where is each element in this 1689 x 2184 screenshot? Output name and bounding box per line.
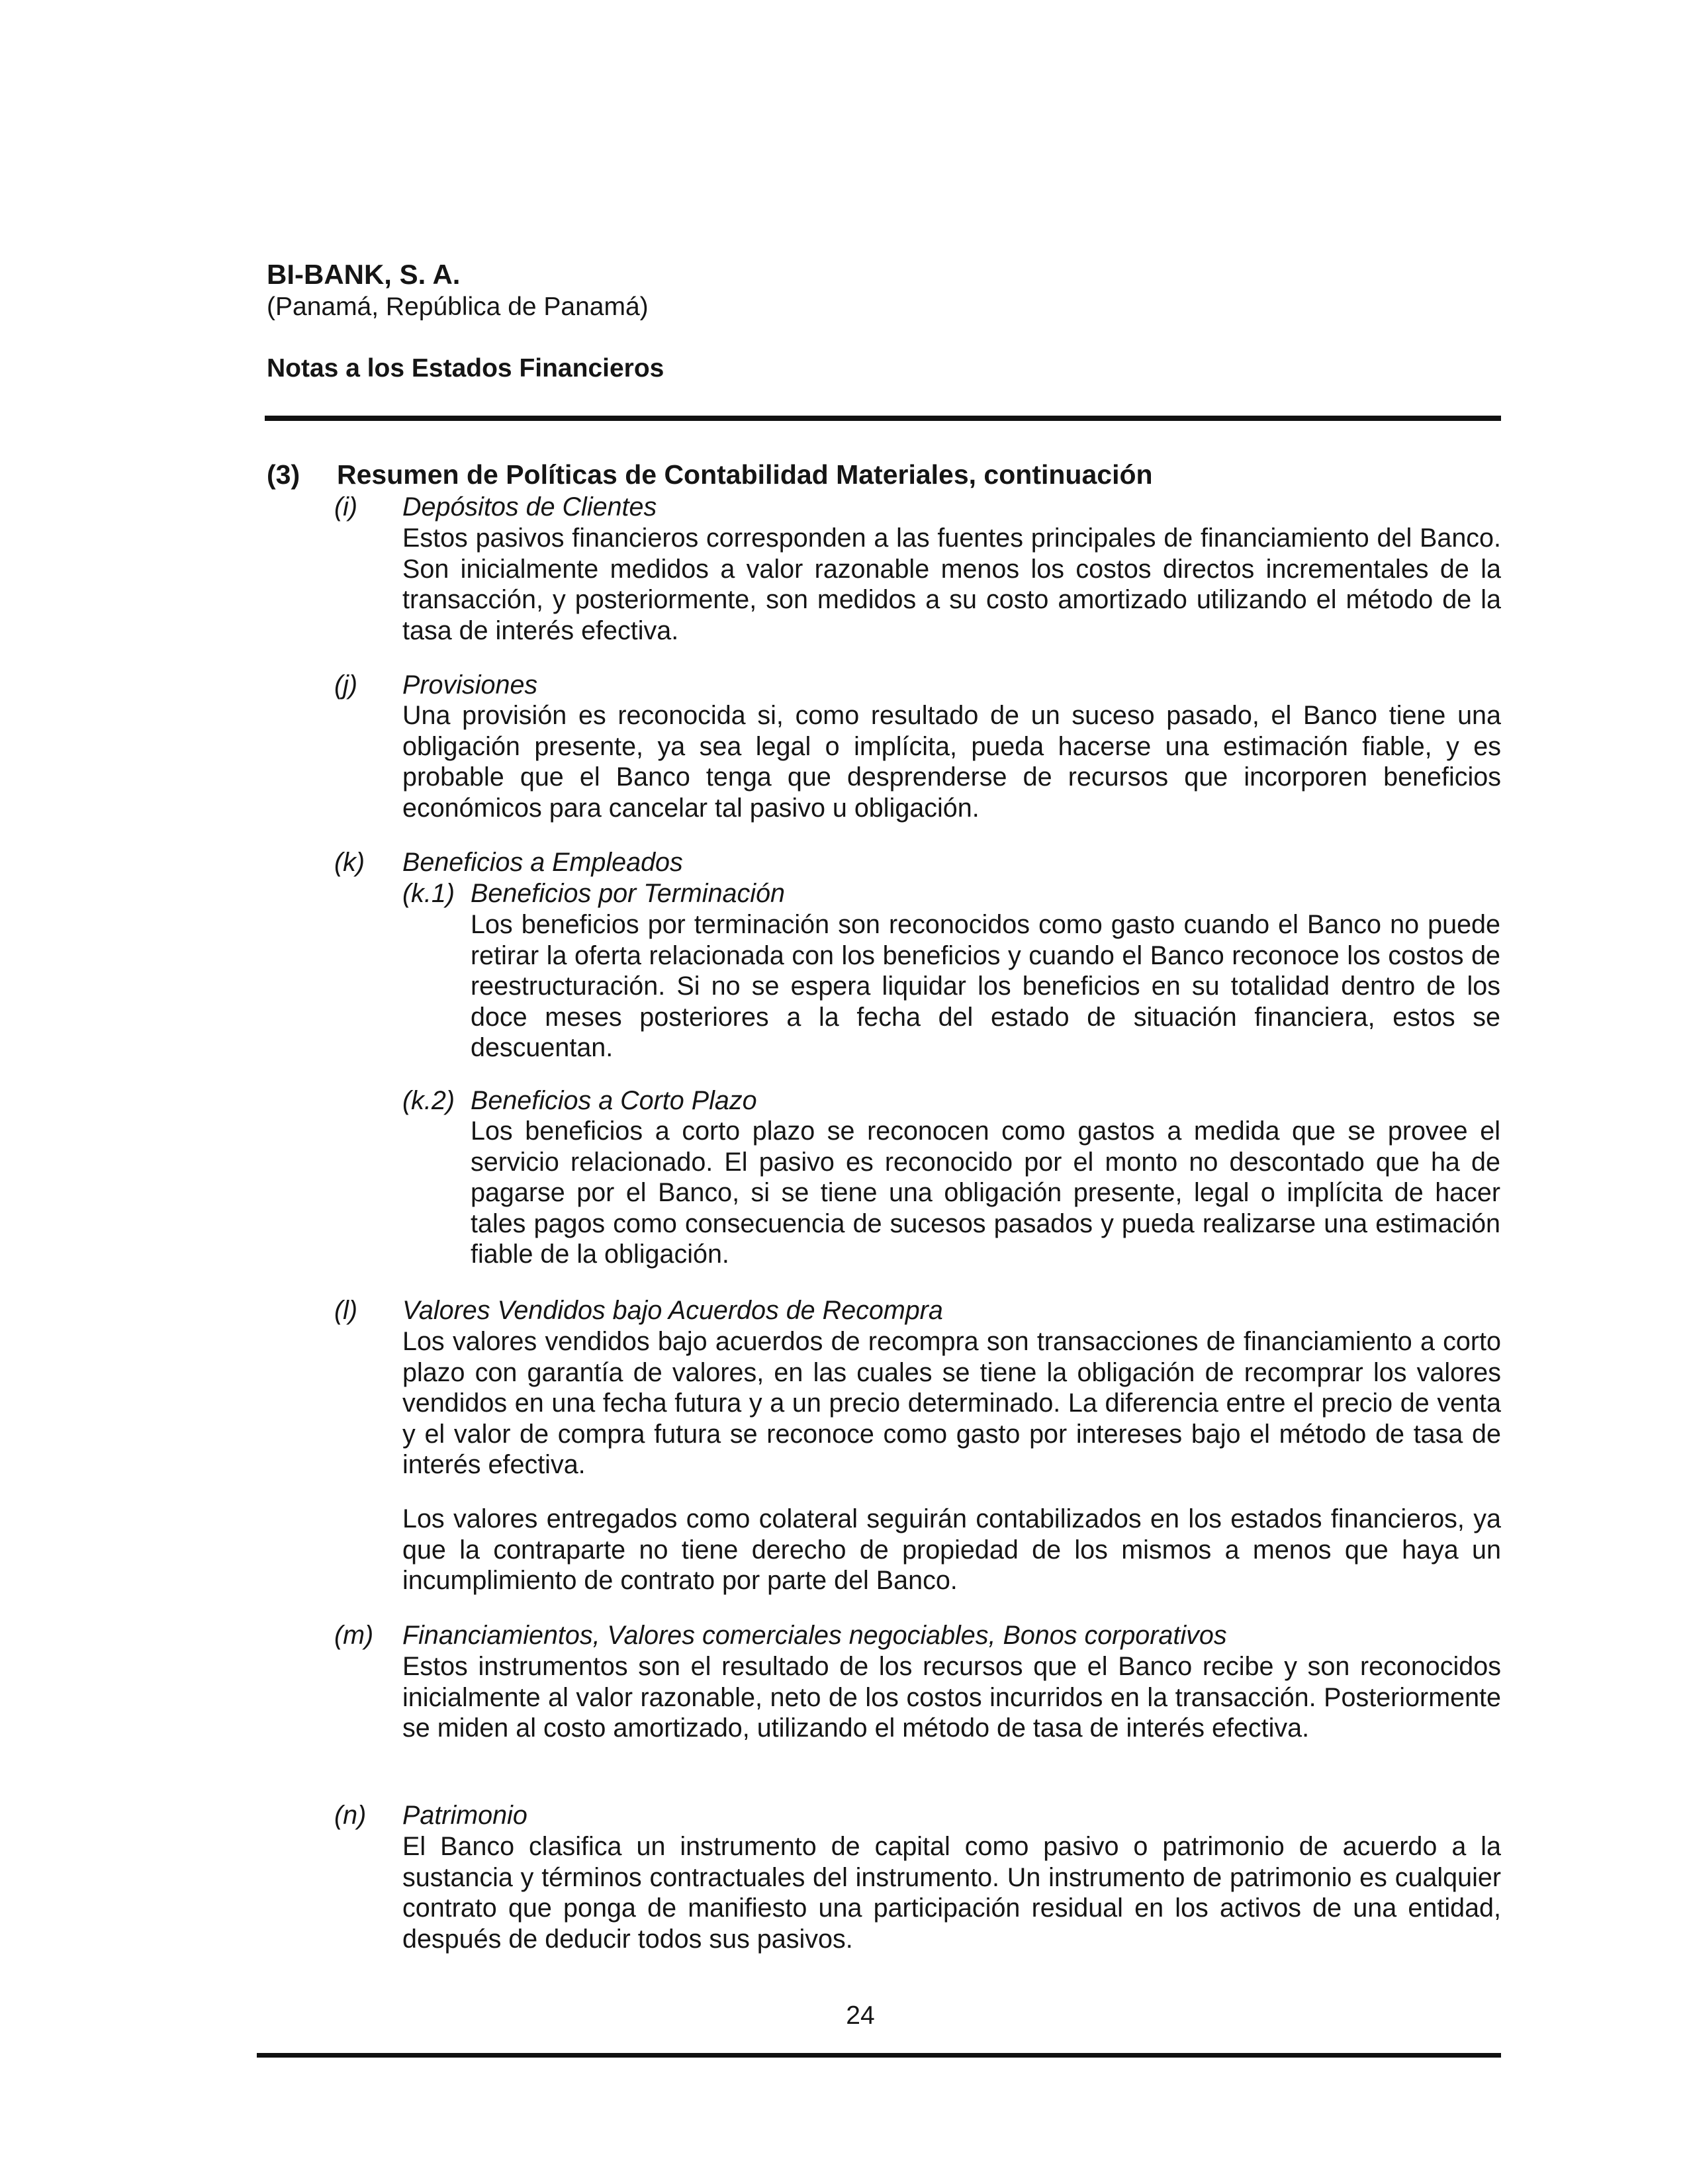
section-heading (267, 459, 1153, 490)
item-i-label: (i) (334, 492, 358, 522)
item-j-label: (j) (334, 670, 358, 700)
item-n-title: Patrimonio (402, 1801, 527, 1830)
footer-divider (257, 2053, 1501, 2058)
item-m-text: Estos instrumentos son el resultado de los recursos que el Banco recibe y son reconocidos inicialmente al valor razonable, neto de los costos incurridos en la transacción. Posteriormente se miden al costo amortizado, utilizando el método de tasa de interés efectiva. (402, 1652, 1501, 1743)
item-i-text: Estos pasivos financieros corresponden a las fuentes principales de financiamiento del Banco. Son inicialmente medidos a valor razonable menos los costos directos incrementales de la transacción, y posteriormente, son medidos a su costo amortizado utilizando el método de la tasa de interés efectiva. (402, 523, 1501, 645)
item-l-text-1: Los valores vendidos bajo acuerdos de recompra son transacciones de financiamiento a corto plazo con garantía de valores, en las cuales se tiene la obligación de recomprar los valores vendidos en una fecha futura y a un precio determinado. La diferencia entre el precio de venta y el valor de compra futura se reconoce como gasto por intereses bajo el método de tasa de interés efectiva. (402, 1327, 1501, 1479)
item-k-title: Beneficios a Empleados (402, 848, 683, 877)
item-i-title: Depósitos de Clientes (402, 492, 657, 522)
page-number: 24 (846, 2001, 875, 2030)
subitem-k2-title: Beneficios a Corto Plazo (471, 1086, 757, 1115)
section-number: (3) (267, 459, 300, 490)
item-m-label: (m) (334, 1621, 374, 1650)
item-n-text: El Banco clasifica un instrumento de capital como pasivo o patrimonio de acuerdo a la sustancia y términos contractuales del instrumento. Un instrumento de patrimonio es cualquier contrato que ponga de manifiesto una participación residual en los activos de una entidad, después de deducir todos sus pasivos. (402, 1832, 1501, 1954)
item-k-label: (k) (334, 848, 365, 877)
subitem-k2-text: Los beneficios a corto plazo se reconocen como gastos a medida que se provee el servicio relacionado. El pasivo es reconocido por el monto no descontado que ha de pagarse por el Banco, si se tiene una obligación presente, legal o implícita de hacer tales pagos como consecuencia de sucesos pasados y pueda realizarse una estimación fiable de la obligación. (471, 1116, 1500, 1269)
section-title: Resumen de Políticas de Contabilidad Materiales, continuación (337, 459, 1153, 490)
item-l-title: Valores Vendidos bajo Acuerdos de Recompra (402, 1296, 943, 1325)
subitem-k2-label: (k.2) (402, 1086, 455, 1115)
company-location: (Panamá, República de Panamá) (267, 293, 649, 321)
header-divider (265, 416, 1501, 421)
subitem-k1-text: Los beneficios por terminación son reconocidos como gasto cuando el Banco no puede retirar la oferta relacionada con los beneficios y cuando el Banco reconoce los costos de reestructuración. Si no se espera liquidar los beneficios en su totalidad dentro de los doce meses posteriores a la fecha del estado de situación financiera, estos se descuentan. (471, 910, 1500, 1062)
subitem-k1-label: (k.1) (402, 879, 455, 908)
item-l-text-2: Los valores entregados como colateral seguirán contabilizados en los estados financieros, ya que la contraparte no tiene derecho de propiedad de los mismos a menos que haya un incumplimiento de contrato por parte del Banco. (402, 1504, 1501, 1595)
item-j-text: Una provisión es reconocida si, como resultado de un suceso pasado, el Banco tiene una obligación presente, ya sea legal o implícita, pueda hacerse una estimación fiable, y es probable que el Banco tenga que desprenderse de recursos que incorporen beneficios económicos para cancelar tal pasivo u obligación. (402, 701, 1501, 823)
item-l-label: (l) (334, 1296, 358, 1325)
item-j-title: Provisiones (402, 670, 538, 700)
item-m-title: Financiamientos, Valores comerciales negociables, Bonos corporativos (402, 1621, 1227, 1650)
company-name: BI-BANK, S. A. (267, 259, 461, 290)
subitem-k1-title: Beneficios por Terminación (471, 879, 785, 908)
notes-title: Notas a los Estados Financieros (267, 354, 664, 383)
item-n-label: (n) (334, 1801, 367, 1830)
